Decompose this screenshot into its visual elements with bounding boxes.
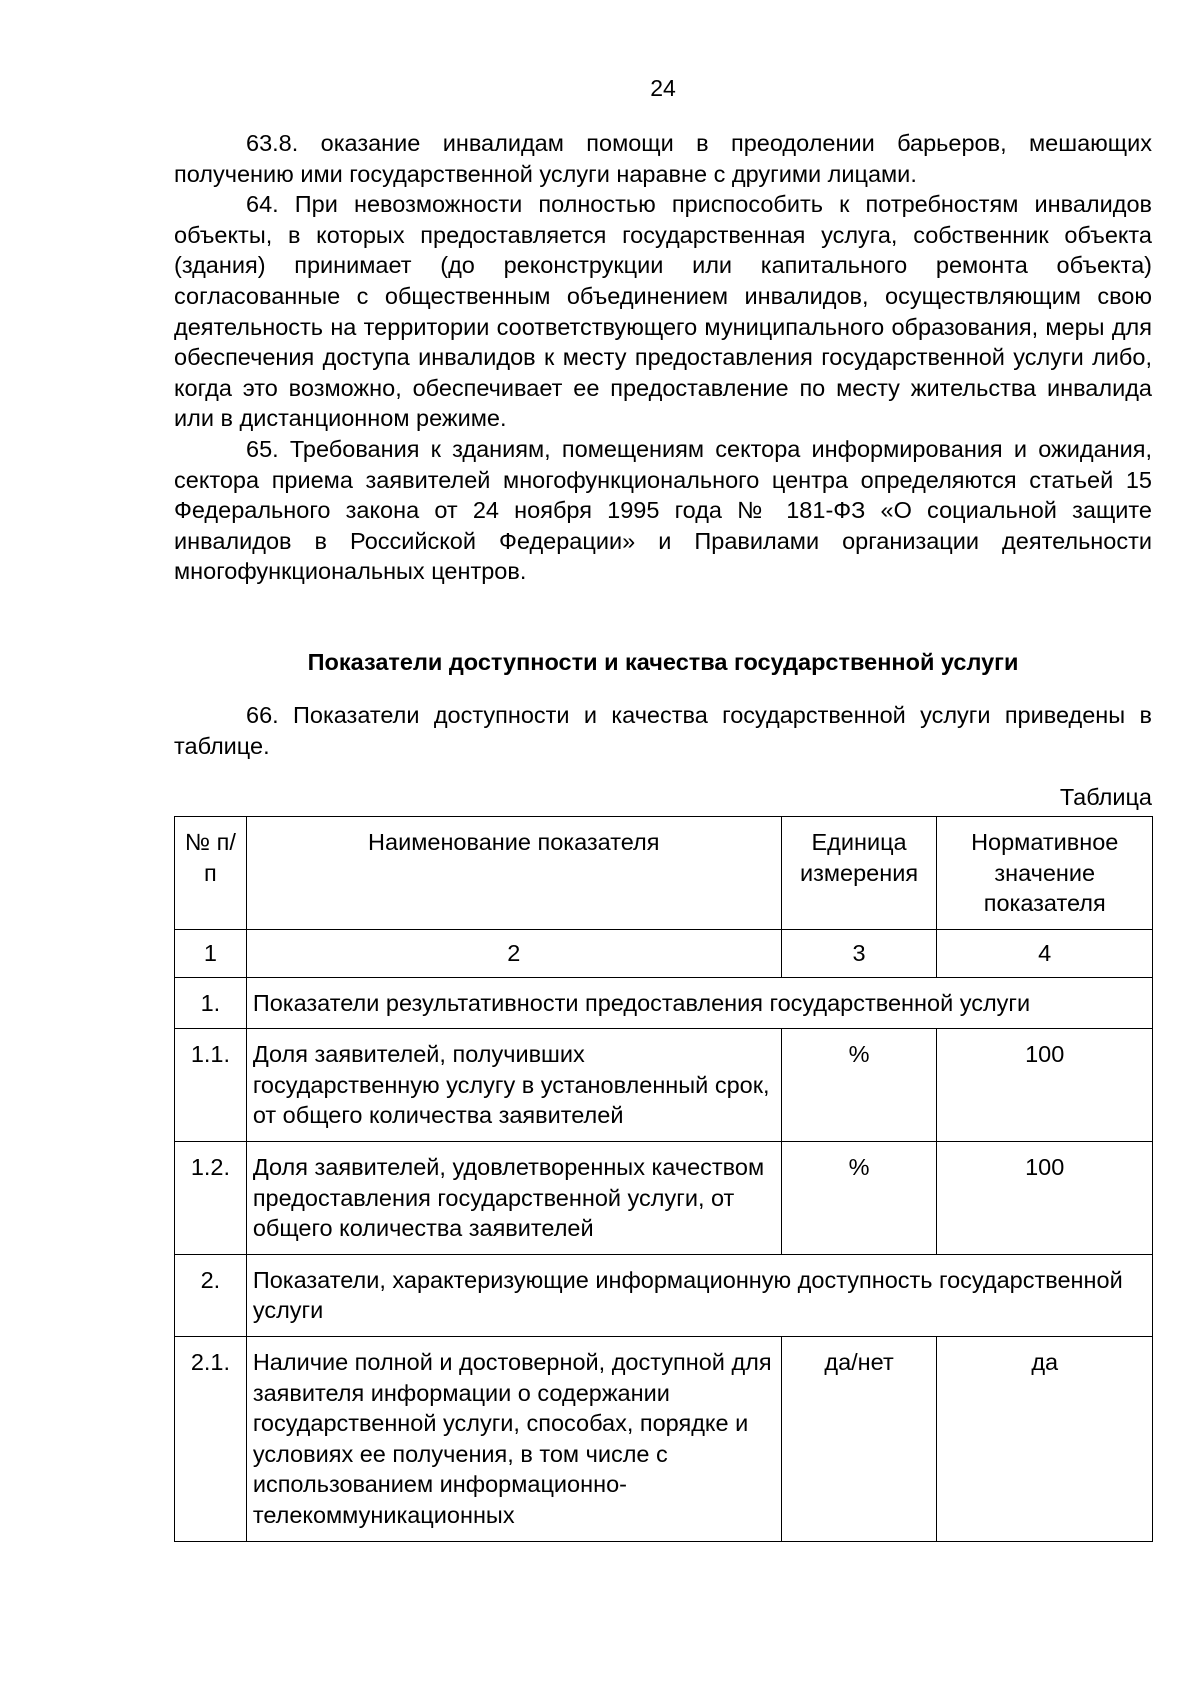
table-group-row (175, 977, 1153, 1029)
row-value: 100 (937, 1141, 1153, 1254)
row-number: 1. (175, 977, 247, 1029)
table-group-row (175, 1254, 1153, 1336)
row-number: 2. (175, 1254, 247, 1336)
section-heading: Показатели доступности и качества государственной услуги (307, 649, 1019, 675)
row-name: Наличие полной и достоверной, доступной для заявителя информации о содержании государственной услуги, способах, порядке и условиях ее получения, в том числе с использованием информационно-телекоммуникационных (246, 1336, 781, 1541)
paragraph-66-block (174, 700, 1152, 761)
column-number: 3 (781, 930, 937, 978)
paragraph-63-8: 63.8. оказание инвалидам помощи в преодолении барьеров, мешающих получению ими государственной услуги наравне с другими лицами. (174, 130, 1152, 187)
row-name: Показатели результативности предоставления государственной услуги (246, 977, 1152, 1029)
table-row (175, 1336, 1153, 1541)
table-header-row (175, 817, 1153, 930)
row-value: 100 (937, 1029, 1153, 1142)
column-number: 2 (246, 930, 781, 978)
paragraph-65: 65. Требования к зданиям, помещениям сектора информирования и ожидания, сектора приема заявителей многофункционального центра определяются статьей 15 Федерального закона от 24 ноября 1995 года № 181-ФЗ «О социальной защите инвалидов в Российской Федерации» и Правилами организации деятельности многофункциональных центров. (174, 435, 1152, 585)
row-number: 1.1. (175, 1029, 247, 1142)
row-unit: да/нет (781, 1336, 937, 1541)
row-value: да (937, 1336, 1153, 1541)
row-number: 2.1. (175, 1336, 247, 1541)
column-number-row (175, 930, 1153, 978)
column-number: 4 (937, 930, 1153, 978)
table-label: Таблица (1059, 784, 1152, 810)
row-number: 1.2. (175, 1141, 247, 1254)
paragraph-64: 64. При невозможности полностью приспособить к потребностям инвалидов объекты, в которых предоставляется государственная услуга, собственник объекта (здания) принимает (до реконструкции или капитального ремонта объекта) согласованные с общественным объединением инвалидов, осуществляющим свою деятельность на территории соответствующего муниципального образования, меры для обеспечения доступа инвалидов к месту предоставления государственной услуги либо, когда это возможно, обеспечивает ее предоставление по месту жительства инвалида или в дистанционном режиме. (174, 191, 1152, 432)
paragraph-66: 66. Показатели доступности и качества государственной услуги приведены в таблице. (174, 702, 1152, 759)
header-unit: Единица измерения (781, 817, 937, 930)
table-row (175, 1141, 1153, 1254)
indicators-table-body (175, 817, 1153, 1542)
body-text (174, 128, 1152, 587)
header-number: № п/п (175, 817, 247, 930)
row-name: Показатели, характеризующие информационную доступность государственной услуги (246, 1254, 1152, 1336)
table-row (175, 1029, 1153, 1142)
row-name: Доля заявителей, удовлетворенных качеством предоставления государственной услуги, от общего количества заявителей (246, 1141, 781, 1254)
header-name: Наименование показателя (246, 817, 781, 930)
row-unit: % (781, 1141, 937, 1254)
row-unit: % (781, 1029, 937, 1142)
page-number: 24 (650, 75, 676, 101)
header-value: Нормативное значение показателя (937, 817, 1153, 930)
column-number: 1 (175, 930, 247, 978)
row-name: Доля заявителей, получивших государственную услугу в установленный срок, от общего количества заявителей (246, 1029, 781, 1142)
indicators-table (174, 816, 1153, 1542)
